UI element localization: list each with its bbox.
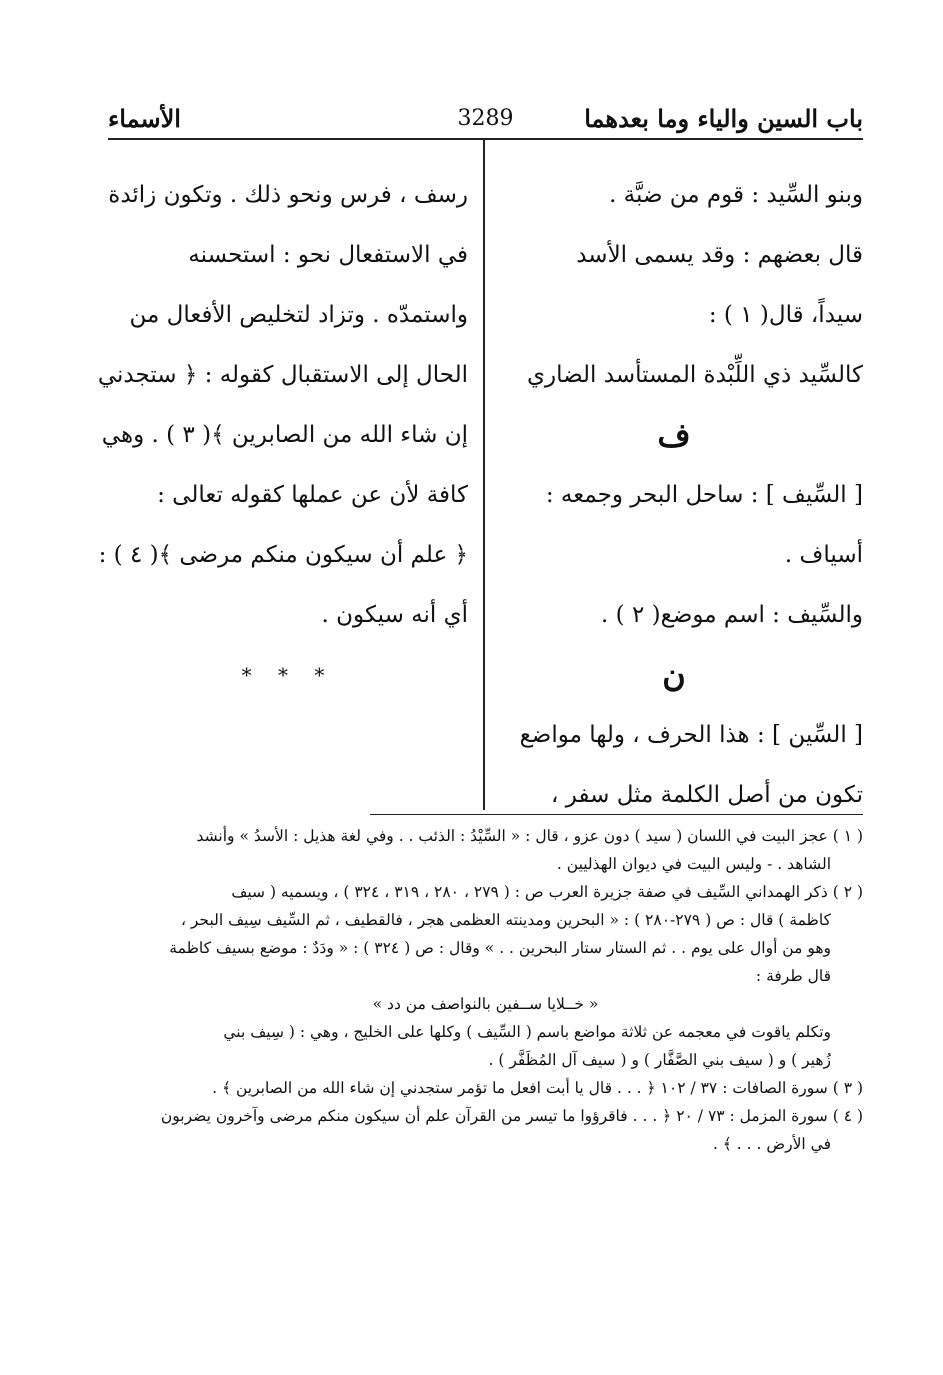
footnote-line: وتكلم ياقوت في معجمه عن ثلاثة مواضع باسم ( السِّيف ) وكلها على الخليج ، وهي : ( سِيف بني (223, 1023, 831, 1041)
text-line: وبنو السِّيد : قوم من ضبَّة . (609, 182, 863, 208)
footnote-line: ( ٤ ) سورة المزمل : ٧٣ / ٢٠ ﴿ . . . فاقرؤوا ما تيسر من القرآن علم أن سيكون منكم مرضى وآخرون يضربون (160, 1107, 863, 1125)
right-column (485, 165, 863, 825)
header-rule (108, 138, 863, 140)
text-line: تكون من أصل الكلمة مثل سفر ، (551, 782, 863, 808)
footnotes (108, 822, 863, 1158)
text-line: كالسِّيد ذي اللِّبْدة المستأسد الضاري (526, 362, 863, 388)
section-end-stars: * * * (241, 663, 335, 687)
footnote-line: ( ٢ ) ذكر الهمداني السِّيف في صفة جزيرة العرب ص : ( ٢٧٩ ، ٢٨٠ ، ٣١٩ ، ٣٢٤ ) ، ويسميه ( سيف (231, 883, 863, 901)
text-line: [ السِّين ] : هذا الحرف ، ولها مواضع (519, 722, 863, 748)
footnote-line: ( ٣ ) سورة الصافات : ٣٧ / ١٠٢ ﴿ . . . قال يا أبت افعل ما تؤمر ستجدني إن شاء الله من الصابرين ﴾ . (212, 1079, 863, 1097)
text-line: في الاستفعال نحو : استحسنه (188, 242, 468, 268)
footnote-rule (370, 814, 863, 815)
letter-heading: ن (662, 656, 686, 694)
footnote-line: في الأرض . . . ﴾ . (712, 1135, 831, 1153)
text-line: كافة لأن عن عملها كقوله تعالى : (157, 482, 468, 508)
text-line: [ السِّيف ] : ساحل البحر وجمعه : (545, 482, 863, 508)
footnote-verse: « خــلايا ســفين بالنواصف من دد » (372, 995, 599, 1013)
text-line: ﴿ علم أن سيكون منكم مرضى ﴾( ٤ ) : (98, 542, 468, 568)
text-line: سيداً، قال( ١ ) : (708, 302, 863, 328)
footnote-line: ( ١ ) عجز البيت في اللسان ( سيد ) دون عزو ، قال : « السِّيْدُ : الذئب . . وفي لغة هذيل : الأسدُ » وأنشد (196, 827, 863, 845)
footnote-line: الشاهد . - وليس البيت في ديوان الهذليين . (556, 855, 831, 873)
chapter-title: باب السين والياء وما بعدهما (584, 104, 863, 133)
text-line: قال بعضهم : وقد يسمى الأسد (576, 242, 863, 268)
left-column (97, 165, 468, 705)
text-line: أسياف . (784, 542, 863, 568)
footnote-line: كاظمة ) قال : ص ( ٢٧٩-٢٨٠ ) : « البحرين ومدينته العظمى هجر ، فالقطيف ، ثم السِّيف سِيف البحر ، (180, 911, 831, 929)
letter-heading: ف (657, 416, 691, 454)
text-line: إن شاء الله من الصابرين ﴾( ٣ ) . وهي (101, 422, 468, 448)
footnote-line: وهو من أوال على يوم . . ثم الستار ستار البحرين . . » وقال : ص ( ٣٢٤ ) : « ودَدٌ : موضع بسيف كاظمة (169, 939, 831, 957)
text-line: واستمدّه . وتزاد لتخليص الأفعال من (129, 302, 468, 328)
footnote-line: قال طرفة : (755, 967, 831, 985)
page-number: 3289 (457, 106, 514, 131)
section-title: الأسماء (108, 104, 181, 133)
text-line: أي أنه سيكون . (321, 602, 468, 628)
text-line: رسف ، فرس ونحو ذلك . وتكون زائدة (108, 182, 468, 208)
footnote-line: زُهير ) و ( سيف بني الصَّفَّار ) و ( سيف آل المُظَفَّر ) . (488, 1051, 831, 1069)
text-line: الحال إلى الاستقبال كقوله : ﴿ ستجدني (97, 362, 468, 388)
text-line: والسِّيف : اسم موضع( ٢ ) . (601, 602, 863, 628)
